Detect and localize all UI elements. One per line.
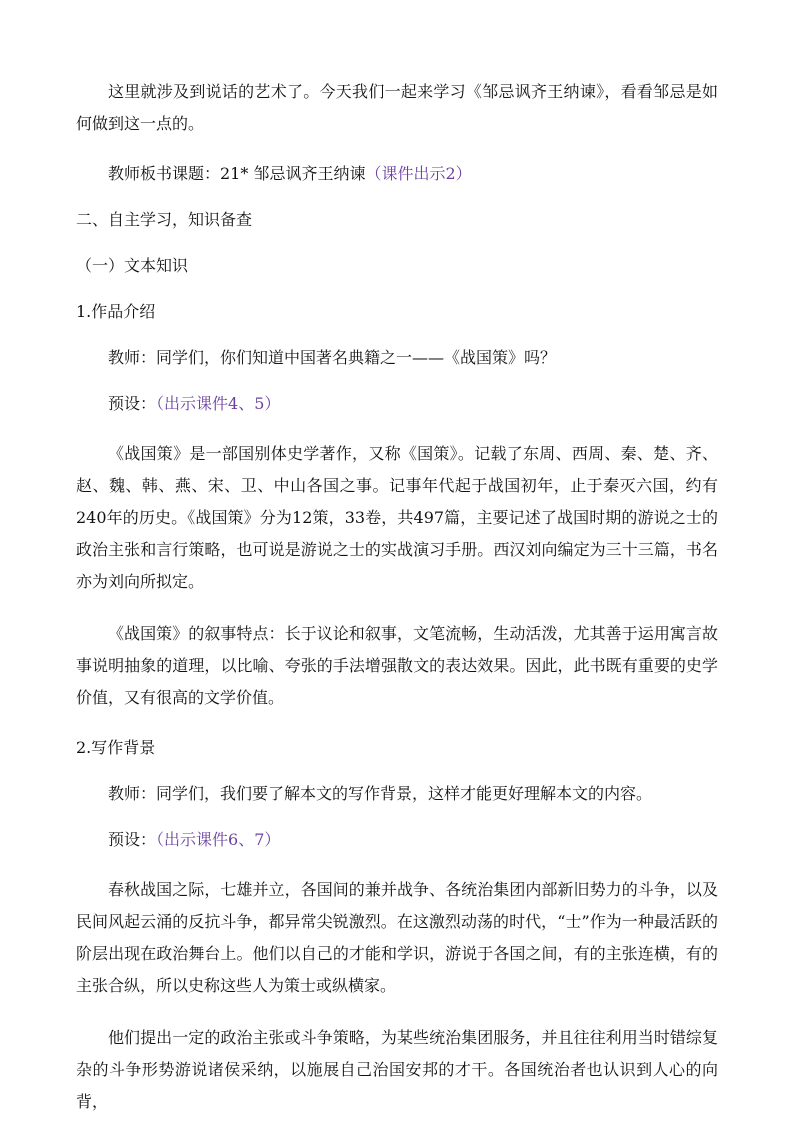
- heading-writing-background: 2.写作背景: [76, 738, 156, 757]
- paragraph-intro: 这里就涉及到说话的艺术了。今天我们一起来学习《邹忌讽齐王纳谏》，看看邹忌是如何做到这一点的。: [76, 82, 718, 133]
- paragraph-preset-2: [76, 826, 718, 854]
- heading-work-intro: 1.作品介绍: [76, 302, 156, 321]
- board-title-text: 教师板书课题：21* 邹忌讽齐王纳谏: [108, 164, 366, 183]
- courseware-note: （出示课件4、5）: [156, 394, 281, 413]
- paragraph-teacher-question: 教师：同学们，你们知道中国著名典籍之一——《战国策》吗？: [108, 348, 557, 367]
- paragraph-narrative-features: 《战国策》的叙事特点：长于议论和叙事，文笔流畅，生动活泼，尤其善于运用寓言故事说明抽象的道理，以比喻、夸张的手法增强散文的表达效果。因此，此书既有重要的史学价值，又有很高的文学价值。: [76, 624, 718, 707]
- paragraph-preset-1: [76, 390, 718, 418]
- heading-self-study: 二、自主学习，知识备查: [76, 210, 253, 229]
- courseware-note: （课件出示2）: [365, 164, 472, 183]
- paragraph-background-history: 春秋战国之际，七雄并立，各国间的兼并战争、各统治集团内部新旧势力的斗争，以及民间风起云涌的反抗斗争，都异常尖锐激烈。在这激烈动荡的时代，“士”作为一种最活跃的阶层出现在政治舞台上。他们以自己的才能和学识，游说于各国之间，有的主张连横，有的主张合纵，所以史称这些人为策士或纵横家。: [76, 880, 718, 995]
- document-body: [76, 76, 718, 1118]
- paragraph-board-title: [76, 160, 718, 188]
- heading-text-knowledge: （一）文本知识: [76, 256, 189, 275]
- paragraph-zhanguoce-intro: 《战国策》是一部国别体史学著作，又称《国策》。记载了东周、西周、秦、楚、齐、赵、魏、韩、燕、宋、卫、中山各国之事。记事年代起于战国初年，止于秦灭六国，约有240年的历史。《战国策》分为12策，33卷，共497篇，主要记述了战国时期的游说之士的政治主张和言行策略，也可说是游说之士的实战演习手册。西汉刘向编定为三十三篇，书名亦为刘向所拟定。: [76, 444, 718, 591]
- paragraph-strategists: 他们提出一定的政治主张或斗争策略，为某些统治集团服务，并且往往利用当时错综复杂的斗争形势游说诸侯采纳，以施展自己治国安邦的才干。各国统治者也认识到人心的向背，: [76, 1028, 718, 1111]
- preset-label: 预设：: [108, 394, 157, 413]
- courseware-note: （出示课件6、7）: [156, 830, 281, 849]
- preset-label: 预设：: [108, 830, 157, 849]
- paragraph-teacher-background: 教师：同学们，我们要了解本文的写作背景，这样才能更好理解本文的内容。: [108, 784, 653, 803]
